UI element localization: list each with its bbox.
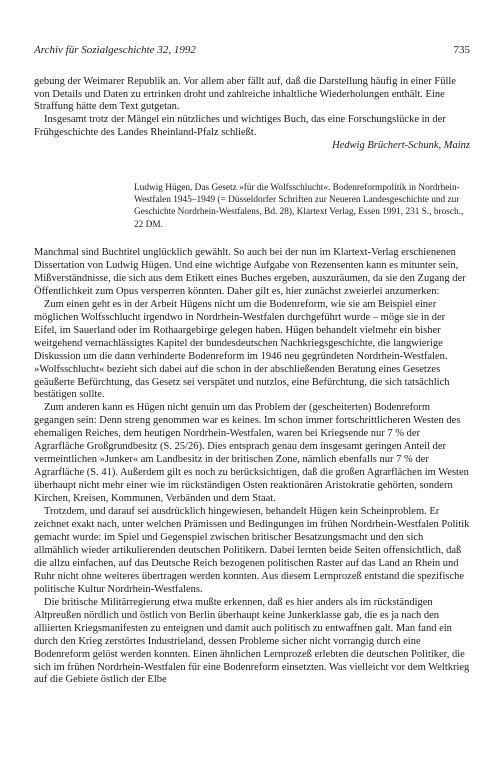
citation-text: Ludwig Hügen, Das Gesetz »für die Wolfsschlucht«. Bodenreformpolitik in Nordrhein-Westfalen 1945–1949 (= Düsseldorfer Schriften zur Neueren Landesgeschichte und zur Geschichte Nordrhein-Westfalens, Bd. 28), Klartext Verlag, Essen 1991, 231 S., brosch., 22 DM. — [134, 183, 464, 230]
paragraph: Insgesamt trotz der Mängel ein nützliches und wichtiges Buch, das eine Forschungslücke in der Frühgeschichte des Landes Rheinland-Pfalz schließt. — [34, 114, 446, 138]
previous-review-ending — [34, 76, 470, 152]
paragraph: Trotzdem, und darauf sei ausdrücklich hingewiesen, behandelt Hügen kein Scheinproblem. Er zeichnet exakt nach, unter welchen Prämissen und Bedingungen im frühen Nordrhein-Westfalen Politik gemacht wurde: im Spiel und Gegenspiel zwischen britischer Besatzungsmacht und den sich allmählich wieder artikulierenden deutschen Politikern. Dabei lernten beide Seiten offensichtlich, daß die allzu einfachen, auf das Deutsche Reich bezogenen politischen Raster auf das Land an Rhein und Ruhr nicht ohne weiteres übertragen werden konnten. Aus diesem Lernprozeß entstand die spezifische politische Kultur Nordrhein-Westfalens. — [34, 506, 470, 595]
book-citation — [134, 182, 470, 231]
journal-title: Archiv für Sozialgeschichte 32, 1992 — [34, 44, 196, 56]
paragraph: Zum einen geht es in der Arbeit Hügens nicht um die Bodenreform, wie sie am Beispiel einer möglichen Wolfsschlucht irgendwo in Nordrhein-Westfalen durchgeführt wurde – möge sie in der Eifel, im Sauerland oder im Rothaargebirge gelegen haben. Hügen behandelt vielmehr ein bisher weitgehend vernachlässigtes Kapitel der bundesdeutschen Nachkriegsgeschichte, die langwierige Diskussion um die dann verhinderte Bodenreform im 1946 neu gegründeten Nordrhein-Westfalen. »Wolfsschlucht« bezieht sich dabei auf die schon in der abschließenden Beratung eines Gesetzes geäußerte Befürchtung, das Gesetz sei verspätet und nutzlos, eine Befürchtung, die sich tatsächlich bestätigen sollte. — [34, 298, 450, 401]
paragraph: gebung der Weimarer Republik an. Vor allem aber fällt auf, daß die Darstellung häufig in einer Fülle von Details und Daten zu ertrinken droht und zahlreiche inhaltliche Wiederholungen enthält. Eine Straffung hätte dem Text gutgetan. — [34, 76, 456, 113]
paragraph: Die britische Militärregierung etwa mußte erkennen, daß es hier anders als im rückständigen Altpreußen nördlich und östlich von Berlin überhaupt keine Junkerklasse gab, die es ja nach den alliierten Kriegsmanifesten zu enteignen und damit auch politisch zu entwaffnen galt. Man fand ein durch den Krieg zerstörtes Industrieland, dessen Probleme sicher nicht vorrangig durch eine Bodenreform gelöst werden konnten. Einen ähnlichen Lernprozeß erlebten die deutschen Politiker, die sich im frühen Nordrhein-Westfalen für eine Bodenreform einsetzten. Was vielleicht vor dem Weltkrieg auf die Gebiete östlich der Elbe — [34, 596, 470, 686]
running-header — [34, 44, 470, 58]
review-body — [34, 247, 470, 687]
page-number: 735 — [453, 44, 470, 56]
reviewer-signature: Hedwig Brüchert-Schunk, Mainz — [332, 139, 470, 151]
paragraph: Manchmal sind Buchtitel unglücklich gewählt. So auch bei der nun im Klartext-Verlag erschienenen Dissertation von Ludwig Hügen. Und eine wichtige Aufgabe von Rezensenten kann es mitunter sein, Mißverständnisse, die sich aus dem Etikett eines Buches ergeben, auszuräumen, da sie den Zugang der Öffentlichkeit zum Opus versperren könnten. Daher gilt es, hier zunächst zweierlei anzumerken: — [34, 247, 466, 297]
paragraph: Zum anderen kann es Hügen nicht genuin um das Problem der (gescheiterten) Bodenreform gegangen sein: Denn streng genommen war es keines. Im schon immer fortschrittlicheren Westen des ehemaligen Reiches, dem heutigen Nordrhein-Westfalen, waren bei Kriegsende nur 7 % der Agrarfläche Großgrundbesitz (S. 25/26). Dies entsprach genau dem insgesamt geringen Anteil der vermeintlichen »Junker« am Landbesitz in der britischen Zone, nämlich ebenfalls nur 7 % der Agrarfläche (S. 41). Außerdem gilt es noch zu berücksichtigen, daß die großen Agrarflächen im Westen überhaupt nicht mehr einer wie im rückständigen Osten reaktionären Aristokratie gehörten, sondern Kirchen, Kreisen, Kommunen, Verbänden und dem Staat. — [34, 402, 469, 505]
